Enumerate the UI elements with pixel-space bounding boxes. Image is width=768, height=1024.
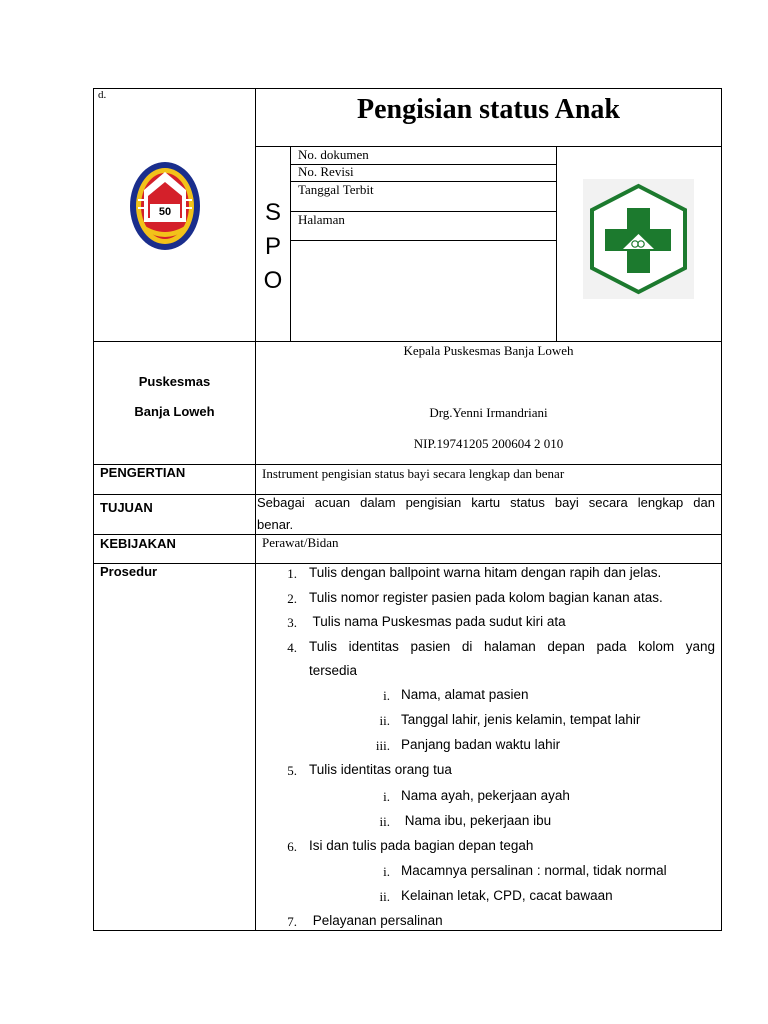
step-number: 7. [287, 914, 297, 929]
regency-emblem-logo [128, 160, 202, 252]
step-number: 5. [287, 763, 297, 778]
pengertian-text: Instrument pengisian status bayi secara lengkap dan benar [262, 466, 565, 481]
puskesmas-logo [583, 179, 694, 299]
substep-number: i. [383, 789, 390, 804]
corner-label: d. [98, 89, 107, 101]
head-name: Drg.Yenni Irmandriani [429, 405, 548, 420]
head-nip: NIP.19741205 200604 2 010 [413, 436, 564, 451]
tujuan-label: TUJUAN [100, 500, 153, 515]
doc-field-no-revisi: No. Revisi [298, 164, 354, 179]
substep-number: ii. [379, 713, 390, 728]
step-number: 4. [287, 640, 297, 655]
svg-text:50: 50 [158, 206, 172, 218]
substep-number: iii. [375, 738, 390, 753]
doc-field-tanggal-terbit: Tanggal Terbit [298, 182, 374, 197]
substep-text: Tanggal lahir, jenis kelamin, tempat lahir [401, 712, 641, 727]
step-number: 1. [287, 566, 297, 581]
pengertian-label: PENGERTIAN [100, 465, 186, 480]
substep-number: ii. [379, 814, 390, 829]
step-text: Tulis identitas pasien di halaman depan pada kolom yang [309, 639, 715, 654]
head-title: Kepala Puskesmas Banja Loweh [403, 343, 574, 358]
step-text: Tulis identitas orang tua [309, 762, 452, 777]
org-name-line2: Banja Loweh [134, 404, 215, 419]
step-number: 3. [287, 615, 297, 630]
substep-number: ii. [379, 889, 390, 904]
step-text-continued: tersedia [309, 663, 358, 678]
substep-number: i. [383, 864, 390, 879]
substep-text: Nama ibu, pekerjaan ibu [401, 813, 552, 828]
substep-text: Kelainan letak, CPD, cacat bawaan [401, 888, 613, 903]
step-number: 2. [287, 591, 297, 606]
step-text: Isi dan tulis pada bagian depan tegah [309, 838, 534, 853]
substep-text: Nama ayah, pekerjaan ayah [401, 788, 570, 803]
prosedur-label: Prosedur [100, 564, 158, 579]
spo-letter-o: O [263, 267, 283, 294]
spo-label [256, 196, 290, 298]
step-text: Tulis dengan ballpoint warna hitam dengan rapih dan jelas. [309, 565, 662, 580]
substep-text: Panjang badan waktu lahir [401, 737, 561, 752]
spo-letter-s: S [264, 199, 281, 226]
substep-text: Macamnya persalinan : normal, tidak normal [401, 863, 667, 878]
step-text: Pelayanan persalinan [309, 913, 443, 928]
doc-field-no-dokumen: No. dokumen [298, 147, 369, 162]
doc-field-halaman: Halaman [298, 212, 345, 227]
tujuan-text-line1: Sebagai acuan dalam pengisian kartu status bayi secara lengkap dan [257, 495, 715, 510]
org-name-line1: Puskesmas [138, 374, 211, 389]
step-text: Tulis nama Puskesmas pada sudut kiri ata [309, 614, 566, 629]
substep-text: Nama, alamat pasien [401, 687, 529, 702]
kebijakan-text: Perawat/Bidan [262, 535, 339, 550]
page-title: Pengisian status Anak [357, 94, 620, 125]
spo-letter-p: P [264, 233, 281, 260]
tujuan-text-line2: benar. [257, 517, 294, 532]
step-number: 6. [287, 839, 297, 854]
substep-number: i. [383, 688, 390, 703]
step-text: Tulis nomor register pasien pada kolom bagian kanan atas. [309, 590, 663, 605]
kebijakan-label: KEBIJAKAN [100, 536, 176, 551]
